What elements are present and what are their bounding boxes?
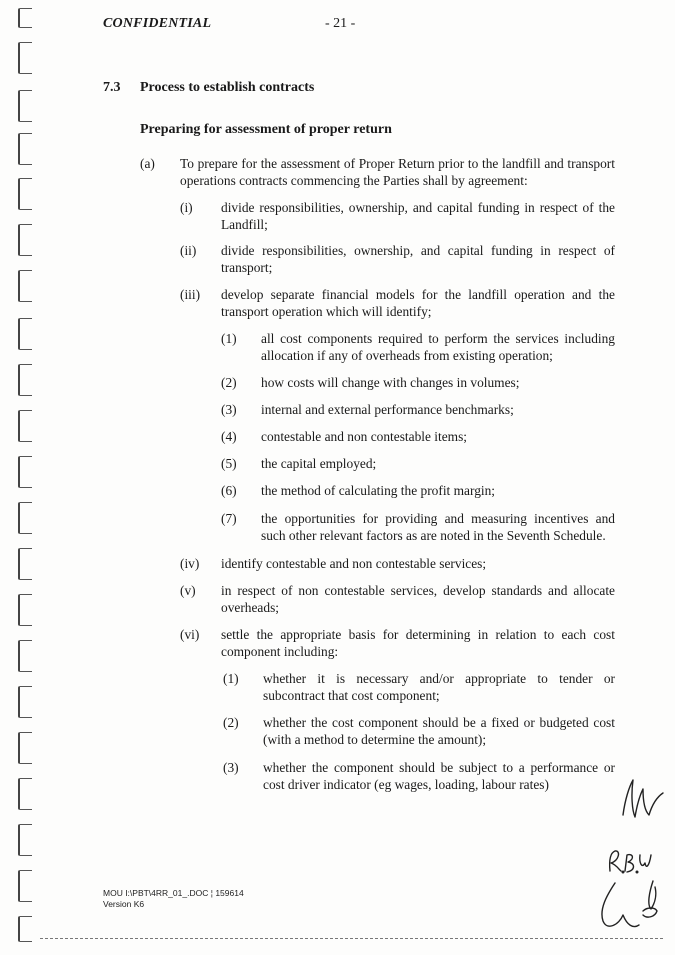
initial-letter-w: [640, 855, 651, 866]
bottom-rule: [40, 938, 663, 939]
initial-dot: [636, 871, 638, 873]
handwritten-initials: [585, 775, 670, 940]
clause-text: To prepare for the assessment of Proper Return prior to the landfill and transport operations contracts commencing the Parties shall by agreement:: [180, 156, 615, 188]
subitem-text: the opportunities for providing and measuring incentives and such other relevant factors as are noted in the Seventh Schedule.: [261, 511, 615, 543]
subitem-text: all cost components required to perform the services including allocation if any of overheads from existing operation;: [261, 331, 615, 363]
initial-scribble-bottom-left: [602, 883, 639, 927]
document-version: Version K6: [103, 899, 145, 909]
initial-letter-b: [625, 855, 634, 872]
subitem-label: (3): [223, 760, 239, 775]
subitem-text: internal and external performance benchmarks;: [261, 402, 514, 417]
binder-hole-marks: [0, 0, 40, 955]
item-label: (iv): [180, 556, 200, 571]
item-text: settle the appropriate basis for determining in relation to each cost component including:: [221, 627, 615, 659]
subitem-label: (5): [221, 456, 237, 471]
section-number: 7.3: [103, 80, 121, 95]
subitem-text: whether the cost component should be a fixed or budgeted cost (with a method to determine the amount);: [263, 715, 615, 747]
subitem-label: (6): [221, 483, 237, 498]
item-text: develop separate financial models for the landfill operation and the transport operation which will identify;: [221, 287, 615, 319]
item-text: divide responsibilities, ownership, and capital funding in respect of the Landfill;: [221, 200, 615, 232]
footer-doc-line: [103, 888, 244, 899]
subitem-label: (4): [221, 429, 237, 444]
subitem-text: the method of calculating the profit margin;: [261, 483, 496, 498]
item-text: divide responsibilities, ownership, and capital funding in respect of transport;: [221, 243, 615, 275]
item-text: identify contestable and non contestable services;: [221, 556, 487, 571]
subitem-text: whether it is necessary and/or appropriate to tender or subcontract that cost component;: [263, 671, 615, 703]
item-label: (iii): [180, 287, 201, 302]
item-label: (vi): [180, 627, 200, 642]
subheading: Preparing for assessment of proper return: [140, 122, 392, 137]
page-number: - 21 -: [325, 16, 356, 31]
doc-number: 159614: [215, 888, 244, 898]
item-label: (ii): [180, 243, 197, 258]
item-text: in respect of non contestable services, develop standards and allocate overheads;: [221, 583, 615, 615]
initial-scribble-top: [623, 780, 663, 817]
subitem-label: (2): [221, 375, 237, 390]
subitem-label: (7): [221, 511, 237, 526]
document-footer: [103, 888, 244, 910]
subitem-label: (3): [221, 402, 237, 417]
subitem-text: contestable and non contestable items;: [261, 429, 468, 444]
subitem-label: (1): [221, 331, 237, 346]
footer-separator: ¦: [210, 888, 213, 898]
subitem-text: how costs will change with changes in volumes;: [261, 375, 520, 390]
confidential-header: CONFIDENTIAL: [103, 16, 212, 31]
item-label: (v): [180, 583, 196, 598]
initial-dot: [622, 871, 624, 873]
item-label: (i): [180, 200, 193, 215]
subitem-label: (1): [223, 671, 239, 686]
initial-letter-r: [610, 851, 621, 871]
section-title: Process to establish contracts: [140, 80, 315, 95]
subitem-label: (2): [223, 715, 239, 730]
clause-label: (a): [140, 156, 155, 171]
section-heading: [103, 80, 314, 96]
subitem-text: the capital employed;: [261, 456, 377, 471]
doc-reference: MOU I:\PBT\4RR_01_.DOC: [103, 888, 209, 898]
subitem-text: whether the component should be subject to a performance or cost driver indicator (eg wages, loading, labour rates): [263, 760, 615, 792]
initial-scribble-bottom-right: [643, 881, 657, 917]
